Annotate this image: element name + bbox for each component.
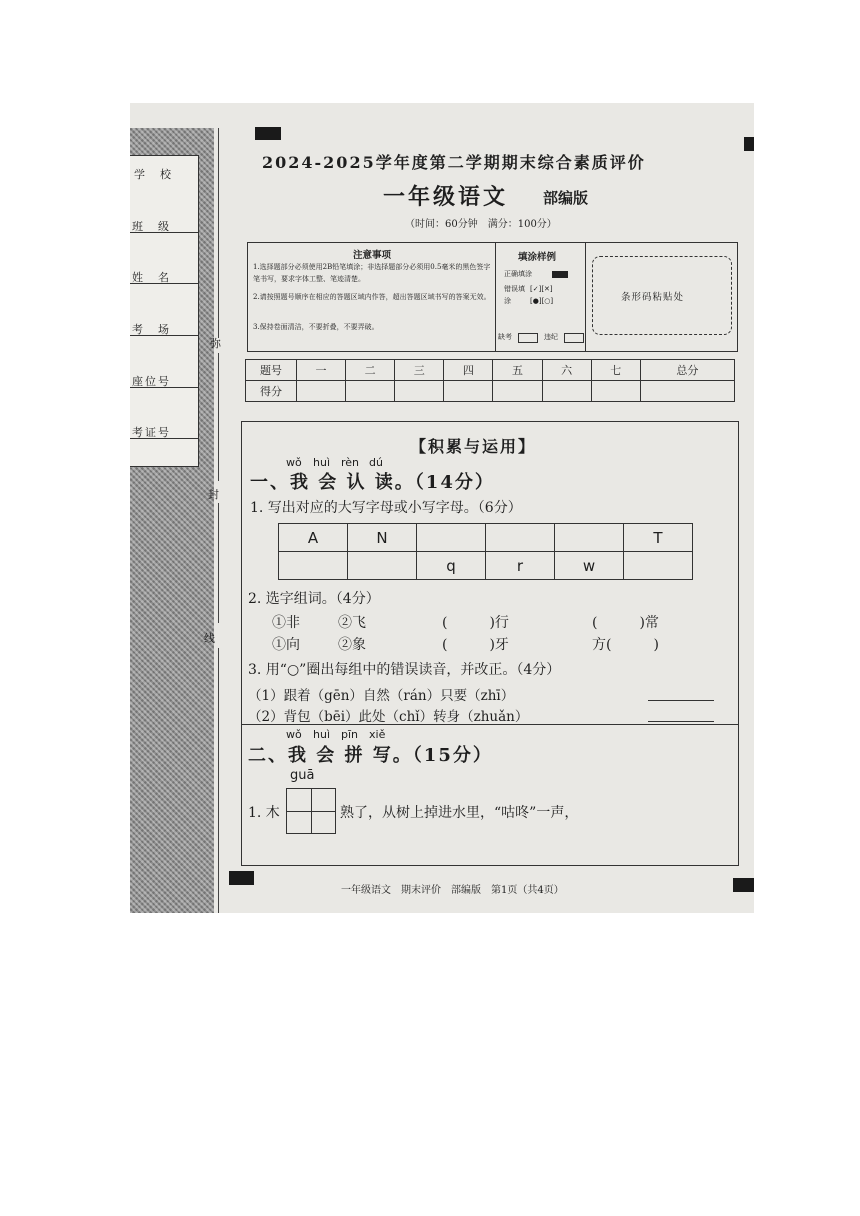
score-col-1: 一 <box>297 360 346 381</box>
q2-option-1: ①非 <box>272 615 300 631</box>
alignment-mark <box>733 878 754 892</box>
question-area <box>241 421 739 866</box>
score-cell[interactable] <box>346 381 395 402</box>
alignment-mark <box>255 127 281 140</box>
school-field-label: 学 校 <box>134 168 173 181</box>
score-col-7: 七 <box>591 360 640 381</box>
score-cell[interactable] <box>297 381 346 402</box>
q2-option-3: ①向 <box>272 637 300 653</box>
pinyin-xie: xiě <box>369 728 386 741</box>
pinyin-ren: rèn <box>341 456 360 469</box>
letter-cell[interactable] <box>555 524 624 552</box>
score-col-3: 三 <box>395 360 444 381</box>
correct-fill-label: 正确填涂 <box>504 270 532 278</box>
letter-cell: A <box>279 524 348 552</box>
alignment-mark <box>229 871 254 885</box>
pinyin-hui-2: huì <box>313 728 330 741</box>
q2-blank-1[interactable]: ( )行 <box>442 615 509 631</box>
exam-id-field-label: 考证号 <box>132 426 171 439</box>
score-table-score-row <box>246 381 735 402</box>
score-table <box>245 359 735 402</box>
q2-prompt: 2. 选字组词。（4分） <box>248 591 380 607</box>
part2-title: 二、我 会 拼 写。（15分） <box>248 745 493 766</box>
q3-item-1: （1）跟着（gēn）自然（rán）只要（zhī） <box>248 688 515 704</box>
q2-blank-4[interactable]: 方( ) <box>592 637 659 653</box>
seal-char-feng: 封 <box>208 488 219 501</box>
wrong-fill-marks-icon: [✓][✕] [●][○] <box>530 285 554 305</box>
score-col-6: 六 <box>542 360 591 381</box>
question-number-label: 题号 <box>246 360 297 381</box>
part1-title: 一、我 会 认 读。（14分） <box>250 472 495 493</box>
seal-char-xian: 线 <box>204 632 215 645</box>
alignment-mark <box>744 137 754 151</box>
notice-item-1: 1.选择题部分必须使用2B铅笔填涂；非选择题部分必须用0.5毫米的黑色签字笔书写，要求字体工整、笔迹清楚。 <box>253 263 491 283</box>
letter-cell: w <box>555 552 624 580</box>
score-table-header-row <box>246 360 735 381</box>
seat-number-field-label: 座位号 <box>132 375 171 388</box>
absent-label: 缺考 <box>498 333 512 341</box>
absent-checkbox[interactable] <box>518 333 538 343</box>
edition-label: 部编版 <box>543 189 589 207</box>
writing-grid[interactable] <box>286 788 336 834</box>
seal-line <box>218 128 219 338</box>
violation-label: 违纪 <box>544 333 558 341</box>
q1-sentence: 熟了，从树上掉进水里，“咕咚”一声， <box>340 805 579 821</box>
barcode-area <box>592 256 732 335</box>
score-cell[interactable] <box>640 381 734 402</box>
letter-cell[interactable] <box>486 524 555 552</box>
barcode-label: 条形码粘贴处 <box>621 292 685 303</box>
letter-cell: N <box>348 524 417 552</box>
q2-option-4: ②象 <box>338 637 366 653</box>
q1-prompt: 1. 写出对应的大写字母或小写字母。（6分） <box>250 500 522 516</box>
seal-char-mi: 弥 <box>210 337 221 350</box>
notice-item-3: 3.保持卷面清洁，不要折叠，不要弄破。 <box>253 323 379 331</box>
student-info-box <box>130 155 199 467</box>
q1-lead-text: 1. 木 <box>248 805 280 821</box>
letter-cell: q <box>417 552 486 580</box>
notice-item-2: 2.请按照题号顺序在相应的答题区域内作答，超出答题区域书写的答案无效。 <box>253 293 491 301</box>
score-cell[interactable] <box>591 381 640 402</box>
letter-cell: r <box>486 552 555 580</box>
score-col-5: 五 <box>493 360 542 381</box>
name-field-label: 姓 名 <box>132 271 171 284</box>
filled-box-icon <box>552 271 568 278</box>
letters-table <box>278 523 693 580</box>
exam-title: 2024-2025学年度第二学期期末综合素质评价 <box>262 153 646 172</box>
pinyin-pin: pīn <box>341 728 359 741</box>
score-col-4: 四 <box>444 360 493 381</box>
score-col-2: 二 <box>346 360 395 381</box>
section-divider <box>242 724 738 725</box>
q3-item-2: （2）背包（bēi）此处（chǐ）转身（zhuǎn） <box>248 709 529 725</box>
page-footer: 一年级语文 期末评价 部编版 第1页（共4页） <box>341 885 564 896</box>
fill-example-heading: 填涂样例 <box>518 252 557 263</box>
q2-option-2: ②飞 <box>338 615 366 631</box>
time-note: （时间：60分钟 满分：100分） <box>405 219 557 230</box>
pinyin-wo: wǒ <box>286 456 302 469</box>
exam-room-field-label: 考 场 <box>132 323 171 336</box>
violation-checkbox[interactable] <box>564 333 584 343</box>
score-label: 得分 <box>246 381 297 402</box>
letter-cell[interactable] <box>348 552 417 580</box>
pinyin-gua: guā <box>290 768 315 783</box>
q2-blank-3[interactable]: ( )牙 <box>442 637 509 653</box>
letter-cell: T <box>624 524 693 552</box>
letter-cell[interactable] <box>624 552 693 580</box>
notice-box <box>247 242 738 352</box>
score-col-total: 总分 <box>640 360 734 381</box>
subject-title: 一年级语文 <box>383 184 509 210</box>
score-cell[interactable] <box>444 381 493 402</box>
letter-cell[interactable] <box>279 552 348 580</box>
score-cell[interactable] <box>395 381 444 402</box>
letter-cell[interactable] <box>417 524 486 552</box>
q3-answer-line-2[interactable] <box>648 721 714 722</box>
pinyin-wo-2: wǒ <box>286 728 302 741</box>
exam-sheet <box>130 103 754 913</box>
class-field-label: 班 级 <box>132 220 171 233</box>
q3-prompt: 3. 用“○”圈出每组中的错误读音，并改正。（4分） <box>248 662 561 678</box>
pinyin-hui: huì <box>313 456 330 469</box>
pinyin-du: dú <box>369 456 383 469</box>
q3-answer-line-1[interactable] <box>648 700 714 701</box>
wrong-fill-label: 错误填涂 <box>504 285 525 305</box>
score-cell[interactable] <box>493 381 542 402</box>
q2-blank-2[interactable]: ( )常 <box>592 615 659 631</box>
score-cell[interactable] <box>542 381 591 402</box>
section-title: 【积累与运用】 <box>410 437 537 456</box>
notice-heading: 注意事项 <box>353 250 392 261</box>
